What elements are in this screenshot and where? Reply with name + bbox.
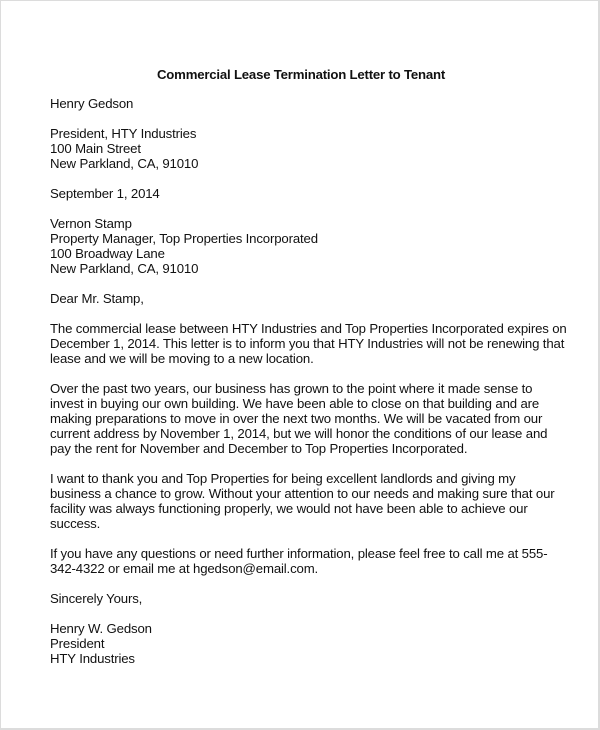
paragraph-line: I want to thank you and Top Properties for being excellent landlords and giving my [50, 471, 516, 486]
paragraph-line: business a chance to grow. Without your attention to our needs and making sure that our [50, 486, 555, 501]
letter-date: September 1, 2014 [50, 186, 160, 201]
recipient-address-line: 100 Broadway Lane [50, 246, 165, 261]
paragraph-line: facility was always functioning properly, we would not have been able to achieve our [50, 501, 528, 516]
paragraph-line: Over the past two years, our business has grown to the point where it made sense to [50, 381, 533, 396]
sender-address [50, 126, 570, 171]
date-block [50, 186, 570, 201]
signature-name: Henry W. Gedson [50, 621, 152, 636]
signature-title: President [50, 636, 105, 651]
paragraph-line: If you have any questions or need further information, please feel free to call me at 555- [50, 546, 548, 561]
paragraph-line: current address by November 1, 2014, but we will honor the conditions of our lease and [50, 426, 548, 441]
recipient-address [50, 216, 570, 276]
salutation: Dear Mr. Stamp, [50, 291, 144, 306]
document-title: Commercial Lease Termination Letter to Tenant [156, 67, 446, 82]
paragraph-line: lease and we will be moving to a new location. [50, 351, 314, 366]
sender-address-line: 100 Main Street [50, 141, 141, 156]
letter-body [50, 96, 570, 681]
paragraph-line: pay the rent for November and December to Top Properties Incorporated. [50, 441, 468, 456]
signature-company: HTY Industries [50, 651, 135, 666]
paragraph-line: The commercial lease between HTY Industries and Top Properties Incorporated expires on [50, 321, 567, 336]
paragraph-line: invest in buying our own building. We have been able to close on that building and are [50, 396, 540, 411]
paragraph-line: making preparations to move in over the next two months. We will be vacated from our [50, 411, 543, 426]
recipient-address-line: Vernon Stamp [50, 216, 132, 231]
sender-name-block [50, 96, 570, 111]
sender-name: Henry Gedson [50, 96, 134, 111]
salutation-block [50, 291, 570, 306]
closing: Sincerely Yours, [50, 591, 143, 606]
paragraph-lease-expiry [50, 321, 570, 366]
paragraph-line: 342-4322 or email me at hgedson@email.com. [50, 561, 319, 576]
paragraph-line: December 1, 2014. This letter is to inform you that HTY Industries will not be renewing that [50, 336, 565, 351]
signature-block [50, 621, 570, 666]
paragraph-contact [50, 546, 570, 576]
recipient-address-line: Property Manager, Top Properties Incorporated [50, 231, 318, 246]
paragraph-thanks [50, 471, 570, 531]
paragraph-line: success. [50, 516, 101, 531]
sender-address-line: New Parkland, CA, 91010 [50, 156, 199, 171]
sender-address-line: President, HTY Industries [50, 126, 197, 141]
closing-block [50, 591, 570, 606]
paragraph-relocation [50, 381, 570, 456]
recipient-address-line: New Parkland, CA, 91010 [50, 261, 199, 276]
